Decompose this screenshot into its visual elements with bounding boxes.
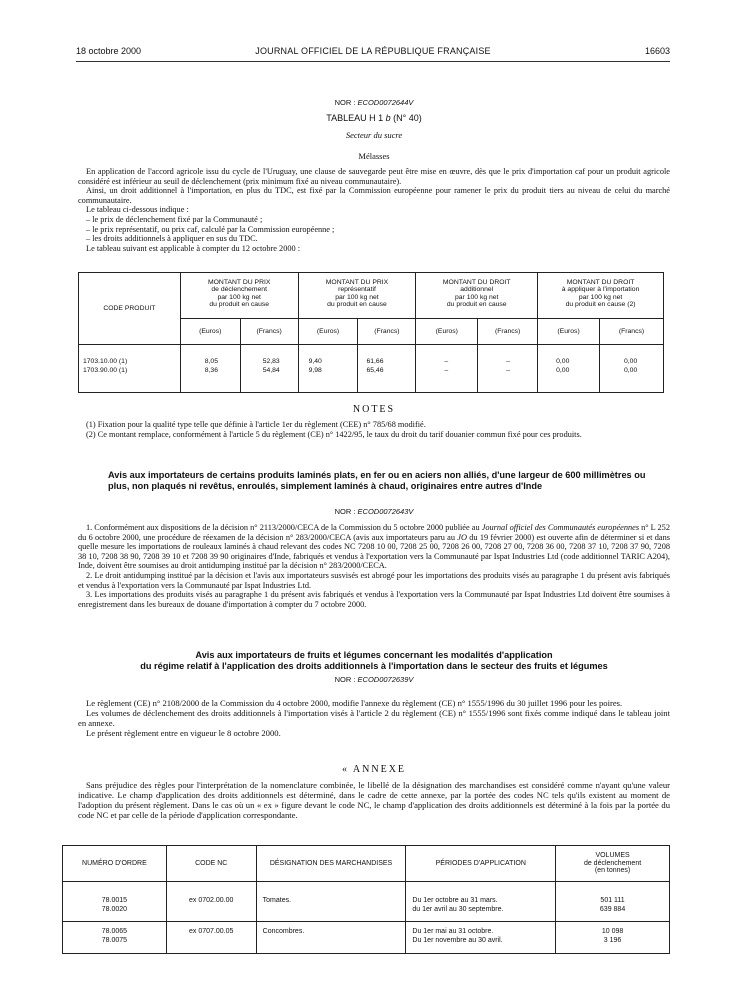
- intro-para-1: En application de l'accord agricole issu du cycle de l'Uruguay, une clause de sauvegarde peut être mise en œuvre, dès que le prix d'importation caf pour un produit agricole considéré est inférieur au seuil de déclenchement (prix minimum fixé au niveau communautaire).: [78, 167, 670, 186]
- sub-euros-2: (Euros): [298, 319, 358, 345]
- value-cell: 8,36: [204, 367, 218, 374]
- avis2-text: [78, 698, 670, 738]
- periode-value: Du 1er octobre au 31 mars.: [412, 897, 498, 904]
- tableau-suffix: (N° 40): [390, 113, 422, 123]
- avis2-para-3: Le présent règlement entre en vigueur le 8 octobre 2000.: [86, 728, 281, 738]
- tableau-title: [78, 113, 670, 123]
- value-cell: 9,98: [308, 367, 322, 374]
- intro-para-2: Ainsi, un droit additionnel à l'importation, en plus du TDC, est fixé par la Commission européenne pour ramener le prix du produit tiers au niveau de celui du marché communautaire.: [78, 186, 670, 205]
- value-cell: 54,84: [262, 367, 280, 374]
- subject-title: Mélasses: [358, 151, 390, 161]
- value-cell: –: [444, 358, 449, 365]
- ordre-value: 78.0015: [101, 897, 128, 904]
- table-row: [79, 345, 664, 393]
- group1-line3: par 100 kg net: [217, 293, 261, 301]
- code-row-2: 1703.90.00 (1): [83, 367, 128, 374]
- code-row-1: 1703.10.00 (1): [83, 358, 128, 365]
- volumes-line3: (en tonnes): [594, 867, 631, 875]
- sub-francs-1: (Francs): [240, 319, 298, 345]
- notes-title: NOTES: [352, 404, 396, 415]
- note-2: (2) Ce montant remplace, conformément à l'article 5 du règlement (CE) n° 1422/95, le taux du droit du tarif douanier commun fixé pour ces produits.: [86, 429, 582, 439]
- sub-francs-4: (Francs): [600, 319, 664, 345]
- group2-line4: du produit en cause: [327, 301, 387, 309]
- secteur-title: Secteur du sucre: [345, 130, 403, 140]
- volumes-cell: [556, 922, 670, 954]
- text-run: 1. Conformément aux dispositions de la décision n° 2113/2000/CECA de la Commission du 5 octobre 2000 publiée au: [86, 523, 482, 532]
- header-journal-title: JOURNAL OFFICIEL DE LA RÉPUBLIQUE FRANÇAISE: [255, 46, 491, 56]
- group-header-4: [538, 273, 664, 319]
- intro-para-3: Le tableau ci-dessous indique :: [86, 205, 189, 215]
- sub-euros-1: (Euros): [180, 319, 240, 345]
- tableau-prefix: TABLEAU H 1: [326, 113, 386, 123]
- designation-cell: Tomates.: [256, 882, 406, 922]
- running-header: [76, 46, 670, 60]
- group-header-2: [298, 273, 416, 319]
- bullet-1: – le prix de déclenchement fixé par la Communauté ;: [86, 214, 263, 224]
- value-cell: –: [444, 367, 449, 374]
- avis1-para-1: [78, 523, 670, 571]
- code-nc-cell: ex 0707.00.05: [166, 922, 256, 954]
- sub-euros-3: (Euros): [416, 319, 478, 345]
- avis2-para-1: Le règlement (CE) n° 2108/2000 de la Commission du 4 octobre 2000, modifie l'annexe du règlement (CE) n° 1555/1996 du 30 juillet 1996 pour les poires.: [86, 698, 623, 708]
- price-table: [78, 272, 664, 393]
- sub-euros-4: (Euros): [538, 319, 600, 345]
- col7-cell: [538, 345, 600, 393]
- ordre-cell: [63, 882, 167, 922]
- note-1: (1) Fixation pour la qualité type telle que définie à l'article 1er du règlement (CEE) n° 785/68 modifié.: [86, 420, 426, 429]
- col2-cell: [240, 345, 298, 393]
- ordre-cell: [63, 922, 167, 954]
- code-nc-cell: ex 0702.00.00: [166, 882, 256, 922]
- header-page-number: 16603: [644, 46, 670, 56]
- group3-line4: du produit en cause: [446, 301, 507, 309]
- group2-line3: par 100 kg net: [335, 293, 379, 301]
- header-date: 18 octobre 2000: [76, 46, 142, 56]
- sub-francs-2: (Francs): [358, 319, 416, 345]
- volumes-line2: de déclenchement: [583, 859, 642, 867]
- avis1-text: [78, 523, 670, 609]
- periodes-cell: [406, 922, 556, 954]
- periode-value: Du 1er mai au 31 octobre.: [412, 928, 494, 935]
- nor-label: NOR :: [334, 98, 356, 107]
- col4-cell: [358, 345, 416, 393]
- nor-label: NOR :: [334, 675, 356, 684]
- header-ordre: NUMÉRO D'ORDRE: [63, 846, 167, 882]
- volume-value: 3 196: [603, 937, 622, 944]
- group-header-3: [416, 273, 538, 319]
- group2-line2: représentatif: [338, 286, 376, 294]
- col3-cell: [298, 345, 358, 393]
- volumes-line1: VOLUMES: [595, 852, 630, 860]
- annexe-text: [78, 780, 670, 820]
- value-cell: 0,00: [624, 367, 638, 374]
- col6-cell: [478, 345, 538, 393]
- group1-line1: MONTANT DU PRIX: [207, 279, 271, 286]
- group2-line1: MONTANT DU PRIX: [325, 279, 389, 286]
- avis2-title: [78, 650, 670, 671]
- header-designation: DÉSIGNATION DES MARCHANDISES: [256, 846, 406, 882]
- group1-line4: du produit en cause: [209, 301, 270, 309]
- ordre-value: 78.0065: [101, 928, 128, 935]
- group1-line2: de déclenchement: [211, 286, 267, 294]
- value-cell: 0,00: [556, 367, 570, 374]
- value-cell: 0,00: [624, 358, 638, 365]
- group3-line2: additionnel: [460, 286, 494, 294]
- nor-line-3: [78, 675, 670, 684]
- ordre-value: 78.0020: [101, 906, 128, 913]
- nor-label: NOR :: [334, 507, 356, 516]
- text-run-italic: JO: [457, 532, 467, 542]
- intro-para-4: Le tableau suivant est applicable à compter du 12 octobre 2000 :: [86, 243, 301, 253]
- notes-text: [78, 420, 670, 439]
- value-cell: –: [506, 367, 511, 374]
- text-run: n° L 252 du 6 octobre 2000, une procédure de réexamen de la décision n° 283/2000/CECA (avis aux importateurs paru au: [78, 523, 670, 542]
- text-run-italic: Journal officiel des Communautés européennes: [481, 523, 640, 532]
- nor-code: ECOD0072639V: [357, 675, 414, 684]
- bullet-2: – le prix représentatif, ou prix caf, calculé par la Commission européenne ;: [86, 224, 335, 234]
- tableau-letter: b: [385, 113, 391, 123]
- periodes-cell: [406, 882, 556, 922]
- annexe-title: « ANNEXE: [341, 764, 407, 775]
- col1-cell: [180, 345, 240, 393]
- volume-value: 10 098: [601, 928, 624, 935]
- group4-line3: par 100 kg net: [578, 293, 623, 301]
- header-periodes: PÉRIODES D'APPLICATION: [406, 846, 556, 882]
- avis1-para-2: 2. Le droit antidumping institué par la décision et l'avis aux importateurs susvisés est abrogé pour les importations des produits visés au paragraphe 1 du présent avis fabriqués et vendus à l'exportation vers la Communauté par Ispat Industries Ltd.: [78, 570, 670, 590]
- sub-francs-3: (Francs): [478, 319, 538, 345]
- nor-line-2: [78, 507, 670, 516]
- code-produit-header: CODE PRODUIT: [79, 273, 181, 345]
- table-row: [63, 882, 670, 922]
- header-code-nc: CODE NC: [166, 846, 256, 882]
- designation-cell: Concombres.: [256, 922, 406, 954]
- avis2-title-line-2: du régime relatif à l'application des droits additionnels à l'importation dans le secteur des fruits et légumes: [140, 660, 608, 671]
- header-rule: [76, 61, 670, 62]
- annexe-para: Sans préjudice des règles pour l'interprétation de la nomenclature combinée, le libellé de la désignation des marchandises est considéré comme n'ayant qu'une valeur indicative. Le champ d'application des droits additionnels est déterminé, dans le cadre de cette annexe, par la portée des codes NC tels qu'ils existent au moment de l'adoption du présent règlement. Dans le cas où un « ex » figure devant le code NC, le champ d'application des droits additionnels est déterminé à la fois par la portée du code NC et par celle de la période d'application correspondante.: [78, 780, 670, 820]
- bullet-3: – les droits additionnels à appliquer en sus du TDC.: [86, 234, 258, 244]
- volume-value: 501 111: [600, 897, 625, 904]
- periode-value: du 1er avril au 30 septembre.: [412, 906, 504, 913]
- value-cell: 61,66: [366, 358, 384, 365]
- header-volumes: [556, 846, 670, 882]
- volumes-table: [62, 845, 670, 954]
- group4-line2: à appliquer à l'importation: [561, 286, 640, 294]
- volumes-cell: [556, 882, 670, 922]
- group3-line3: par 100 kg net: [455, 293, 499, 301]
- avis1-title: Avis aux importateurs de certains produits laminés plats, en fer ou en aciers non alliés, d'une largeur de 600 millimètres ou plus, non plaqués ni revêtus, enroulés, simplement laminés à chaud, originaires entre autres d'Inde: [108, 470, 646, 491]
- col8-cell: [600, 345, 664, 393]
- group4-line1: MONTANT DU DROIT: [566, 279, 635, 286]
- value-cell: 52,83: [262, 358, 280, 365]
- value-cell: –: [506, 358, 511, 365]
- avis2-title-line-1: Avis aux importateurs de fruits et légumes concernant les modalités d'application: [195, 650, 553, 660]
- col5-cell: [416, 345, 478, 393]
- group-header-1: [180, 273, 298, 319]
- value-cell: 9,40: [308, 358, 322, 365]
- table-row: [63, 922, 670, 954]
- nor-code: ECOD0072644V: [357, 98, 414, 107]
- text-run: du 19 février 2000) est ouverte afin de déterminer si et dans quelle mesure les importations de rouleaux laminés à chaud relevant des codes NC 7208 10 00, 7208 25 00, 7208 26 00, 7208 27 00, 7208 36 00, 7208 37 10, 7208 37 90, 7208 38 10, 7208 38 90, 7208 39 10 et 7208 39 90 originaires d'Inde, fabriqués et vendus à l'exportation vers la Communauté par Ispat Industries Ltd (code additionnel TARIC A204), Inde, doivent être soumises au droit antidumping institué par la décision n° 283/2000/CECA.: [78, 532, 670, 571]
- group3-line1: MONTANT DU DROIT: [442, 279, 511, 286]
- volume-value: 639 884: [599, 906, 626, 913]
- ordre-value: 78.0075: [101, 937, 128, 944]
- nor-line-1: [78, 98, 670, 107]
- code-cell: [79, 345, 181, 393]
- periode-value: Du 1er novembre au 30 avril.: [412, 937, 503, 944]
- intro-text: [78, 167, 670, 253]
- value-cell: 65,46: [366, 367, 384, 374]
- nor-code: ECOD0072643V: [357, 507, 414, 516]
- group4-line4: du produit en cause (2): [565, 301, 636, 309]
- avis1-para-3: 3. Les importations des produits visés au paragraphe 1 du présent avis fabriqués et vendus à l'exportation vers la Communauté par Ispat Industries Ltd doivent être soumises à enregistrement dans les bureaux de douane d'importation à compter du 7 octobre 2000.: [78, 590, 670, 609]
- value-cell: 0,00: [556, 358, 570, 365]
- value-cell: 8,05: [204, 358, 218, 365]
- avis2-para-2: Les volumes de déclenchement des droits additionnels à l'importation visés à l'article 2 du règlement (CE) n° 1555/1996 sont fixés comme indiqué dans le tableau joint en annexe.: [78, 708, 670, 728]
